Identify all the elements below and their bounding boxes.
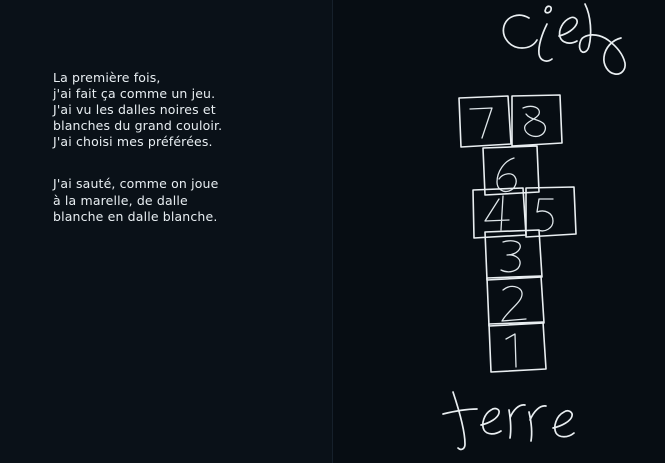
ciel-word-icon [503,4,625,74]
stanza-1 [53,70,293,150]
poem-line: à la marelle, de dalle [53,192,188,208]
hopscotch-illustration [333,0,665,463]
poem-line: J'ai sauté, comme on joue [53,176,219,192]
terre-word-icon [443,392,574,449]
stanza-2 [53,176,293,224]
poem-line: blanche en dalle blanche. [53,208,218,224]
cell-1 [489,322,546,372]
poem-line: J'ai choisi mes préférées. [53,134,213,150]
right-page [333,0,665,463]
cell-2 [487,276,544,326]
poem-text [53,70,293,251]
cell-7-8 [459,95,562,147]
poem-line: La première fois, [53,70,161,85]
poem-line: blanches du grand couloir. [53,118,223,134]
poem-line: J'ai vu les dalles noires et [53,102,216,118]
poem-line: j'ai fait ça comme un jeu. [53,86,216,102]
